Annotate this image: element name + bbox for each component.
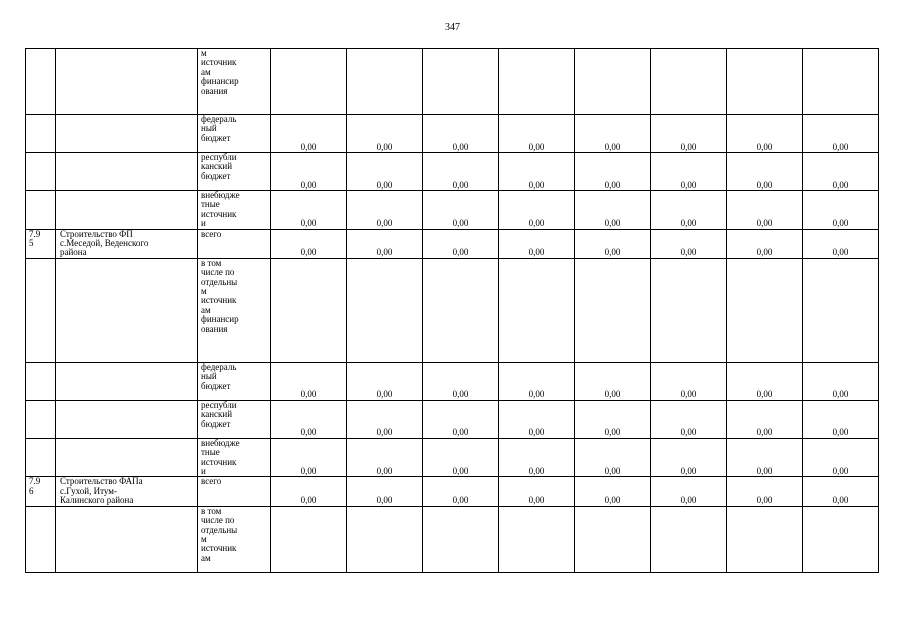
value-cell: 0,00 [499, 438, 575, 477]
value-cell: 0,00 [651, 477, 727, 506]
value-cell: 0,00 [727, 400, 803, 438]
value-cell [271, 258, 347, 362]
value-cell [727, 49, 803, 115]
item-number-cell [26, 506, 56, 572]
item-number-cell [26, 153, 56, 191]
value-cell [423, 258, 499, 362]
object-name-cell: Строительство ФАПа с.Гухой, Итум- Калинского района [56, 477, 198, 506]
value-cell [651, 49, 727, 115]
funding-source-cell: федераль ный бюджет [198, 362, 271, 400]
value-cell: 0,00 [727, 153, 803, 191]
funding-source-cell: всего [198, 229, 271, 258]
funding-source-cell: в том числе по отдельны м источник ам финансир ования [198, 258, 271, 362]
value-cell: 0,00 [347, 229, 423, 258]
value-cell: 0,00 [575, 362, 651, 400]
item-number-cell [26, 191, 56, 230]
value-cell [499, 258, 575, 362]
table-row [26, 362, 879, 400]
item-number-cell [26, 362, 56, 400]
value-cell: 0,00 [423, 229, 499, 258]
value-cell: 0,00 [271, 438, 347, 477]
object-name-cell [56, 506, 198, 572]
object-name-cell [56, 115, 198, 153]
value-cell: 0,00 [347, 115, 423, 153]
value-cell: 0,00 [727, 362, 803, 400]
table-row [26, 115, 879, 153]
funding-source-cell: внебюдже тные источник и [198, 191, 271, 230]
value-cell: 0,00 [803, 362, 879, 400]
funding-source-cell: внебюдже тные источник и [198, 438, 271, 477]
value-cell: 0,00 [651, 191, 727, 230]
value-cell: 0,00 [727, 477, 803, 506]
value-cell [727, 506, 803, 572]
value-cell: 0,00 [803, 477, 879, 506]
value-cell [271, 506, 347, 572]
value-cell: 0,00 [803, 153, 879, 191]
value-cell: 0,00 [499, 115, 575, 153]
value-cell: 0,00 [651, 362, 727, 400]
object-name-cell [56, 438, 198, 477]
table-row [26, 438, 879, 477]
value-cell: 0,00 [575, 191, 651, 230]
item-number-cell [26, 115, 56, 153]
table-row [26, 506, 879, 572]
page-number: 347 [445, 22, 460, 33]
object-name-cell [56, 362, 198, 400]
value-cell: 0,00 [271, 153, 347, 191]
value-cell: 0,00 [423, 153, 499, 191]
value-cell: 0,00 [803, 438, 879, 477]
value-cell: 0,00 [423, 477, 499, 506]
value-cell [347, 258, 423, 362]
item-number-cell [26, 400, 56, 438]
financing-table [25, 48, 879, 573]
value-cell: 0,00 [499, 191, 575, 230]
object-name-cell [56, 400, 198, 438]
value-cell: 0,00 [575, 400, 651, 438]
value-cell: 0,00 [803, 191, 879, 230]
item-number-cell: 7.9 5 [26, 229, 56, 258]
item-number-cell: 7.9 6 [26, 477, 56, 506]
funding-source-cell: всего [198, 477, 271, 506]
object-name-cell: Строительство ФП с.Меседой, Веденского района [56, 229, 198, 258]
value-cell: 0,00 [347, 477, 423, 506]
table-row [26, 229, 879, 258]
value-cell [803, 258, 879, 362]
value-cell [727, 258, 803, 362]
table-row [26, 477, 879, 506]
value-cell: 0,00 [803, 400, 879, 438]
value-cell [499, 506, 575, 572]
value-cell [575, 258, 651, 362]
value-cell: 0,00 [575, 477, 651, 506]
value-cell: 0,00 [499, 362, 575, 400]
value-cell [651, 506, 727, 572]
funding-source-cell: республи канский бюджет [198, 400, 271, 438]
value-cell: 0,00 [499, 477, 575, 506]
value-cell: 0,00 [271, 400, 347, 438]
funding-source-cell: в том числе по отдельны м источник ам [198, 506, 271, 572]
object-name-cell [56, 191, 198, 230]
value-cell: 0,00 [271, 229, 347, 258]
object-name-cell [56, 153, 198, 191]
value-cell [575, 49, 651, 115]
value-cell [499, 49, 575, 115]
value-cell: 0,00 [499, 400, 575, 438]
value-cell: 0,00 [423, 400, 499, 438]
value-cell: 0,00 [499, 229, 575, 258]
table-row [26, 258, 879, 362]
table-row [26, 191, 879, 230]
value-cell: 0,00 [347, 400, 423, 438]
value-cell [347, 49, 423, 115]
value-cell: 0,00 [347, 153, 423, 191]
item-number-cell [26, 49, 56, 115]
value-cell: 0,00 [423, 191, 499, 230]
funding-source-cell: республи канский бюджет [198, 153, 271, 191]
value-cell: 0,00 [803, 229, 879, 258]
value-cell: 0,00 [271, 477, 347, 506]
table-row [26, 49, 879, 115]
value-cell: 0,00 [575, 153, 651, 191]
value-cell: 0,00 [271, 362, 347, 400]
value-cell [423, 506, 499, 572]
value-cell: 0,00 [575, 438, 651, 477]
value-cell: 0,00 [271, 115, 347, 153]
value-cell [347, 506, 423, 572]
value-cell: 0,00 [651, 229, 727, 258]
value-cell [803, 506, 879, 572]
value-cell: 0,00 [727, 438, 803, 477]
table-row [26, 400, 879, 438]
value-cell: 0,00 [651, 438, 727, 477]
value-cell: 0,00 [727, 229, 803, 258]
value-cell: 0,00 [575, 229, 651, 258]
value-cell: 0,00 [727, 191, 803, 230]
value-cell: 0,00 [423, 438, 499, 477]
value-cell: 0,00 [347, 362, 423, 400]
value-cell: 0,00 [575, 115, 651, 153]
value-cell: 0,00 [651, 115, 727, 153]
object-name-cell [56, 258, 198, 362]
item-number-cell [26, 258, 56, 362]
value-cell [575, 506, 651, 572]
value-cell: 0,00 [651, 153, 727, 191]
value-cell [423, 49, 499, 115]
value-cell: 0,00 [271, 191, 347, 230]
value-cell: 0,00 [423, 362, 499, 400]
value-cell [651, 258, 727, 362]
item-number-cell [26, 438, 56, 477]
funding-source-cell: м источник ам финансир ования [198, 49, 271, 115]
value-cell [271, 49, 347, 115]
funding-source-cell: федераль ный бюджет [198, 115, 271, 153]
object-name-cell [56, 49, 198, 115]
value-cell [803, 49, 879, 115]
value-cell: 0,00 [727, 115, 803, 153]
value-cell: 0,00 [347, 438, 423, 477]
value-cell: 0,00 [423, 115, 499, 153]
value-cell: 0,00 [347, 191, 423, 230]
value-cell: 0,00 [499, 153, 575, 191]
table-row [26, 153, 879, 191]
value-cell: 0,00 [651, 400, 727, 438]
value-cell: 0,00 [803, 115, 879, 153]
